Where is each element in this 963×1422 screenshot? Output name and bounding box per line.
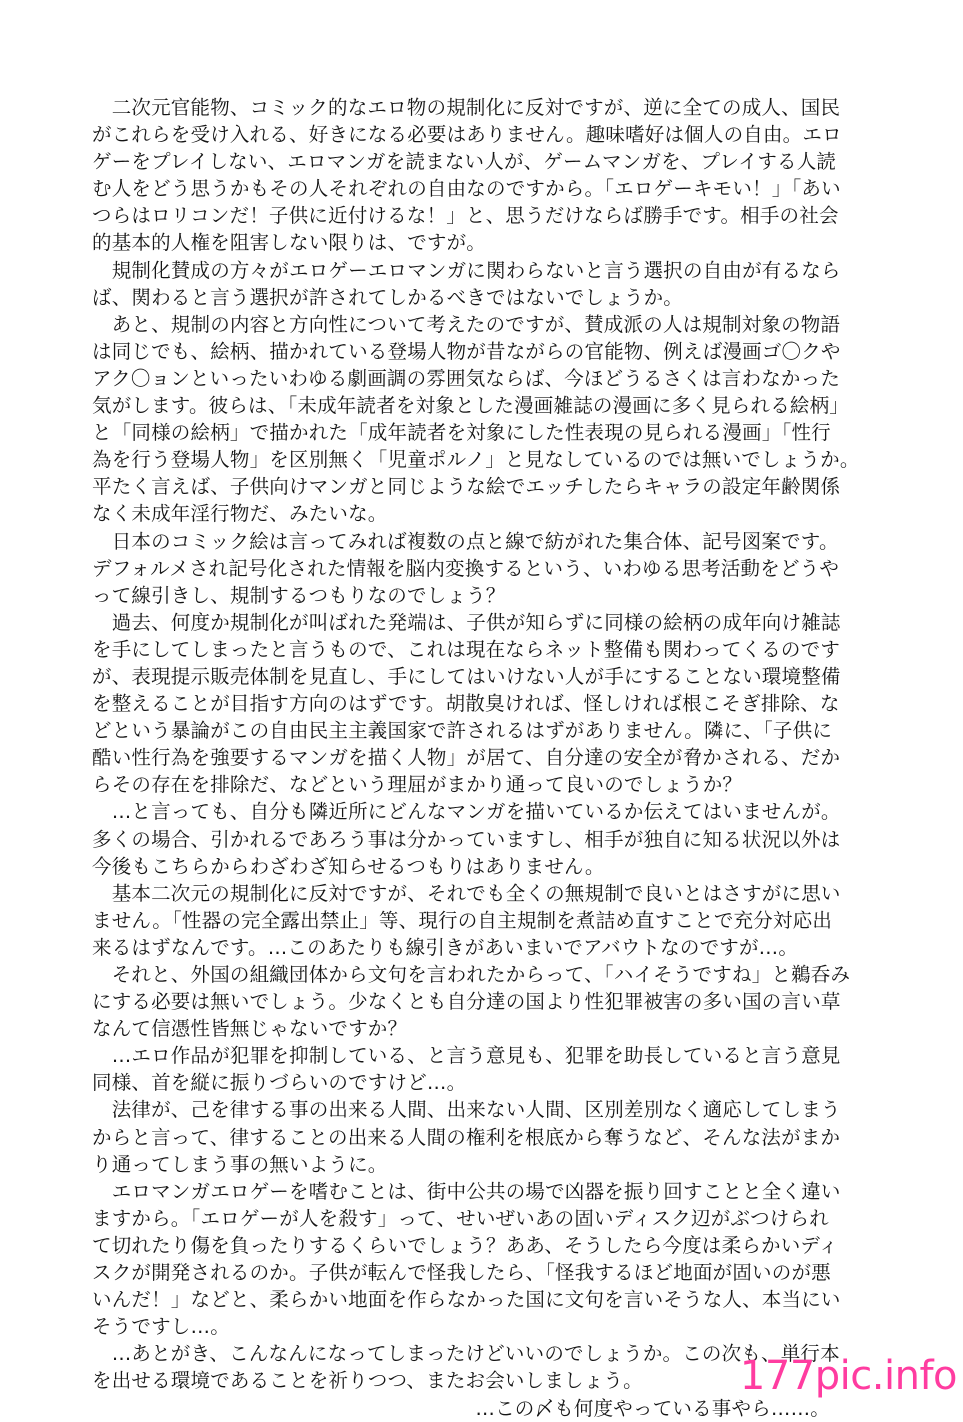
text-line: スクが開発されるのか。子供が転んで怪我したら、「怪我するほど地面が固いのが悪: [92, 1261, 831, 1285]
text-line: ません。「性器の完全露出禁止」等、現行の自主規制を煮詰め直すことで充分対応出: [92, 908, 833, 932]
text-line: らその存在を排除だ、などという理屈がまかり通って良いのでしょうか？: [92, 773, 743, 797]
text-line: つらはロリコンだ！子供に近付けるな！」と、思うだけならば勝手です。相手の社会: [92, 204, 839, 228]
text-line: なんて信憑性皆無じゃないですか？: [92, 1017, 408, 1041]
text-line: ば、関わると言う選択が許されてしかるべきではないでしょうか。: [92, 285, 684, 309]
text-line: って線引きし、規制するつもりなのでしょう？: [92, 583, 506, 607]
text-line: なく未成年淫行物だ、みたいな。: [92, 502, 388, 526]
text-line: 為を行う登場人物」を区別無く「児童ポルノ」と見なしているのでは無いでしょうか。: [92, 448, 860, 472]
text-line: 多くの場合、引かれるであろう事は分かっていますし、相手が独自に知る状況以外は: [92, 827, 841, 851]
text-line: 平たく言えば、子供向けマンガと同じような絵でエッチしたらキャラの設定年齢関係: [92, 475, 841, 499]
text-line: …エロ作品が犯罪を抑制している、と言う意見も、犯罪を助長していると言う意見: [92, 1044, 841, 1068]
text-line: ゲーをプレイしない、エロマンガを読まない人が、ゲームマンガを、プレイする人読: [92, 150, 837, 174]
text-line: 来るはずなんです。…このあたりも線引きがあいまいでアバウトなのですが…。: [92, 935, 799, 959]
text-line: 規制化賛成の方々がエロゲーエロマンガに関わらないと言う選択の自由が有るなら: [92, 258, 841, 282]
text-line: そうですし…。: [92, 1315, 230, 1339]
text-line: を整えることが目指す方向のはずです。胡散臭ければ、怪しければ根こそぎ排除、な: [92, 692, 840, 716]
watermark: 177pic.info: [739, 1353, 957, 1399]
text-line: エロマンガエロゲーを嗜むことは、街中公共の場で凶器を振り回すことと全く違い: [92, 1179, 841, 1203]
text-line: 法律が、己を律する事の出来る人間、出来ない人間、区別差別なく適応してしまう: [92, 1098, 841, 1122]
text-line: は同じでも、絵柄、描かれている登場人物が昔ながらの官能物、例えば漫画ゴ〇クや: [92, 339, 841, 363]
text-line: それと、外国の組織団体から文句を言われたからって、「ハイそうですね」と鵜呑み: [92, 963, 851, 986]
text-line: からと言って、律することの出来る人間の権利を根底から奪うなど、そんな法がまか: [92, 1125, 841, 1149]
text-line: を出せる環境であることを祈りつつ、またお会いしましょう。: [92, 1369, 643, 1393]
text-line: デフォルメされ記号化された情報を脳内変換するという、いわゆる思考活動をどうや: [92, 556, 840, 580]
text-line: 今後もこちらからわざわざ知らせるつもりはありません。: [92, 854, 605, 878]
text-line: 的基本的人権を阻害しない限りは、ですが。: [92, 231, 487, 255]
text-line: 過去、何度か規制化が叫ばれた発端は、子供が知らずに同様の絵柄の成年向け雑誌: [92, 610, 841, 634]
text-line: ますから。「エロゲーが人を殺す」って、せいぜいあの固いディスク辺がぶつけられ: [92, 1206, 829, 1230]
text-line: がこれらを受け入れる、好きになる必要はありません。趣味嗜好は個人の自由。エロ: [92, 123, 842, 147]
text-line: あと、規制の内容と方向性について考えたのですが、賛成派の人は規制対象の物語: [92, 312, 841, 336]
text-line: どという暴論がこの自由民主主義国家で許されるはずがありません。隣に、「子供に: [92, 719, 833, 743]
text-line: 二次元官能物、コミック的なエロ物の規制化に反対ですが、逆に全ての成人、国民: [92, 96, 841, 119]
text-line: を手にしてしまったと言うもので、これは現在ならネット整備も関わってくるのです: [92, 637, 841, 661]
text-line: いんだ！」などと、柔らかい地面を作らなかった国に文句を言いそうな人、本当にい: [92, 1288, 841, 1312]
text-line: と「同様の絵柄」で描かれた「成年読者を対象にした性表現の見られる漫画」「性行: [92, 421, 831, 445]
text-line: 同様、首を縦に振りづらいのですけど…。: [92, 1071, 467, 1095]
text-line: …と言っても、自分も隣近所にどんなマンガを描いているか伝えてはいませんが。: [92, 800, 841, 824]
text-line: にする必要は無いでしょう。少なくとも自分達の国より性犯罪被害の多い国の言い草: [92, 990, 841, 1014]
text-line: 日本のコミック絵は言ってみれば複数の点と線で紡がれた集合体、記号図案です。: [92, 529, 839, 553]
text-line: 基本二次元の規制化に反対ですが、それでも全くの無規制で良いとはさすがに思い: [92, 881, 841, 905]
text-line: 酷い性行為を強要するマンガを描く人物」が居て、自分達の安全が脅かされる、だか: [92, 746, 841, 770]
closing-line: …この〆も何度やっている事やら……。: [475, 1396, 830, 1420]
text-line: て切れたり傷を負ったりするくらいでしょう？ああ、そうしたら今度は柔らかいディ: [92, 1233, 839, 1257]
text-line: む人をどう思うかもその人それぞれの自由なのですから。「エロゲーキモい！」「あい: [92, 177, 841, 201]
text-line: が、表現提示販売体制を見直し、手にしてはいけない人が手にすることない環境整備: [92, 664, 841, 688]
text-line: …あとがき、こんなんになってしまったけどいいのでしょうか。この次も、単行本: [92, 1342, 840, 1366]
text-line: アク〇ョンといったいわゆる劇画調の雰囲気ならば、今ほどうるさくは言わなかった: [92, 366, 841, 390]
text-line: り通ってしまう事の無いように。: [92, 1152, 388, 1176]
document-body: [92, 94, 892, 1422]
text-line: 気がします。彼らは、「未成年読者を対象とした漫画雑誌の漫画に多く見られる絵柄」: [92, 394, 849, 418]
